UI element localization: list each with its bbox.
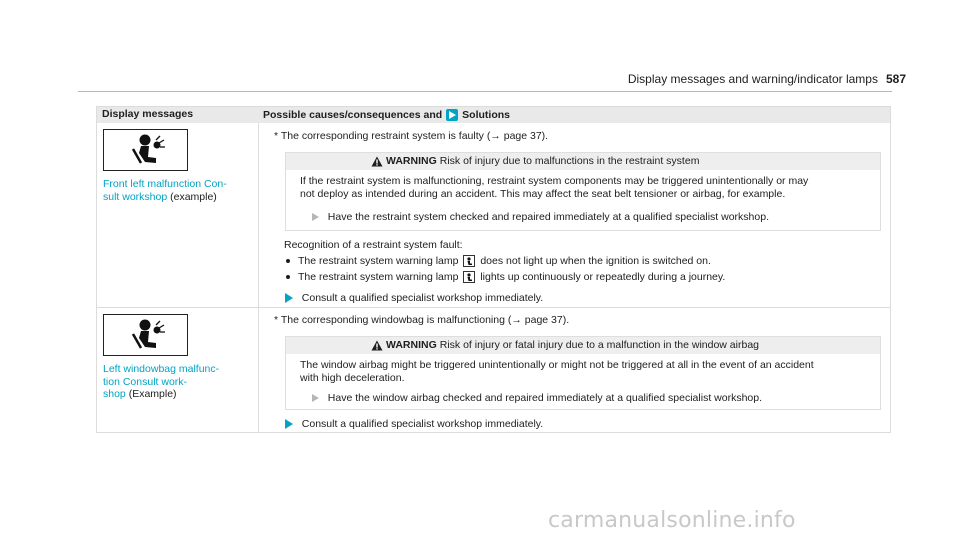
messages-table — [96, 106, 891, 433]
msg-suffix: (example) — [170, 190, 217, 203]
warning-action-text: Have the restraint system checked and repaired immediately at a qualified specialist workshop. — [327, 211, 769, 223]
airbag-seat-icon — [103, 129, 188, 171]
bullet-icon — [286, 259, 290, 263]
column-divider — [258, 123, 259, 432]
restraint-lamp-icon — [463, 271, 475, 283]
page-header — [628, 72, 906, 86]
table-header — [97, 107, 890, 123]
warning-triangle-icon — [371, 156, 383, 167]
list-item — [286, 271, 725, 284]
action-line — [285, 292, 543, 305]
warning-label: WARNING — [386, 155, 437, 167]
recognition-text: Recognition of a restraint system fault: — [284, 239, 463, 251]
warning-box — [285, 336, 881, 410]
bullet-icon — [286, 275, 290, 279]
warning-label: WARNING — [386, 339, 437, 351]
warning-body: not deploy as intended during an accident. This may affect the seat belt tensioner or airbag, for example. — [300, 188, 786, 200]
action-text: Consult a qualified specialist workshop immediately. — [301, 418, 544, 430]
display-message-1 — [103, 178, 227, 203]
intro-text: * The corresponding restraint system is faulty (→ page 37). — [274, 130, 549, 142]
warning-box — [285, 152, 881, 231]
col-causes-solutions — [263, 109, 510, 121]
warning-body: The window airbag might be triggered unintentionally or might not be triggered at all in the event of an accident — [300, 359, 814, 371]
row-divider — [97, 307, 890, 308]
display-message-2 — [103, 363, 219, 401]
action-text: Consult a qualified specialist workshop immediately. — [301, 292, 544, 304]
warning-action-text: Have the window airbag checked and repaired immediately at a qualified specialist workshop. — [327, 392, 763, 404]
warning-header — [286, 337, 880, 354]
intro-text: * The corresponding windowbag is malfunctioning (→ page 37). — [274, 314, 570, 326]
list-item — [286, 255, 711, 268]
warning-title: Risk of injury due to malfunctions in the restraint system — [439, 155, 700, 167]
bullet-text: lights up continuously or repeatedly during a journey. — [480, 271, 726, 283]
action-line — [285, 418, 543, 431]
bullet-text: does not light up when the ignition is switched on. — [480, 255, 711, 267]
airbag-seat-icon — [103, 314, 188, 356]
warning-action — [312, 211, 769, 224]
header-rule — [78, 91, 892, 92]
action-arrow-icon — [285, 419, 293, 429]
col-display-messages: Display messages — [102, 108, 194, 120]
warning-title: Risk of injury or fatal injury due to a malfunction in the window airbag — [439, 339, 759, 351]
warning-triangle-icon — [371, 340, 383, 351]
warning-body: If the restraint system is malfunctioning, restraint system components may be triggered unintentionally or may — [300, 175, 809, 187]
page-number: 587 — [885, 72, 906, 86]
header-title: Display messages and warning/indicator lamps — [627, 72, 878, 86]
col-solutions-label: Solutions — [462, 109, 511, 121]
action-arrow-icon — [312, 394, 319, 402]
warning-body: with high deceleration. — [300, 372, 405, 384]
bullet-text: The restraint system warning lamp — [298, 255, 459, 267]
col-causes-label: Possible causes/consequences and — [263, 109, 443, 121]
msg-text: Left windowbag malfunc- — [103, 363, 220, 375]
warning-action — [312, 392, 762, 405]
warning-header — [286, 153, 880, 170]
msg-text: shop — [103, 388, 126, 400]
action-arrow-icon — [312, 213, 319, 221]
msg-suffix: (Example) — [128, 388, 177, 400]
watermark: carmanualsonline.info — [548, 508, 796, 533]
msg-text: tion Consult work- — [103, 375, 188, 388]
msg-text: Front left malfunction Con- — [103, 178, 227, 190]
restraint-lamp-icon — [463, 255, 475, 267]
bullet-text: The restraint system warning lamp — [298, 271, 459, 283]
solution-arrow-icon — [446, 109, 458, 121]
action-arrow-icon — [285, 293, 293, 303]
msg-text: sult workshop — [103, 190, 168, 203]
